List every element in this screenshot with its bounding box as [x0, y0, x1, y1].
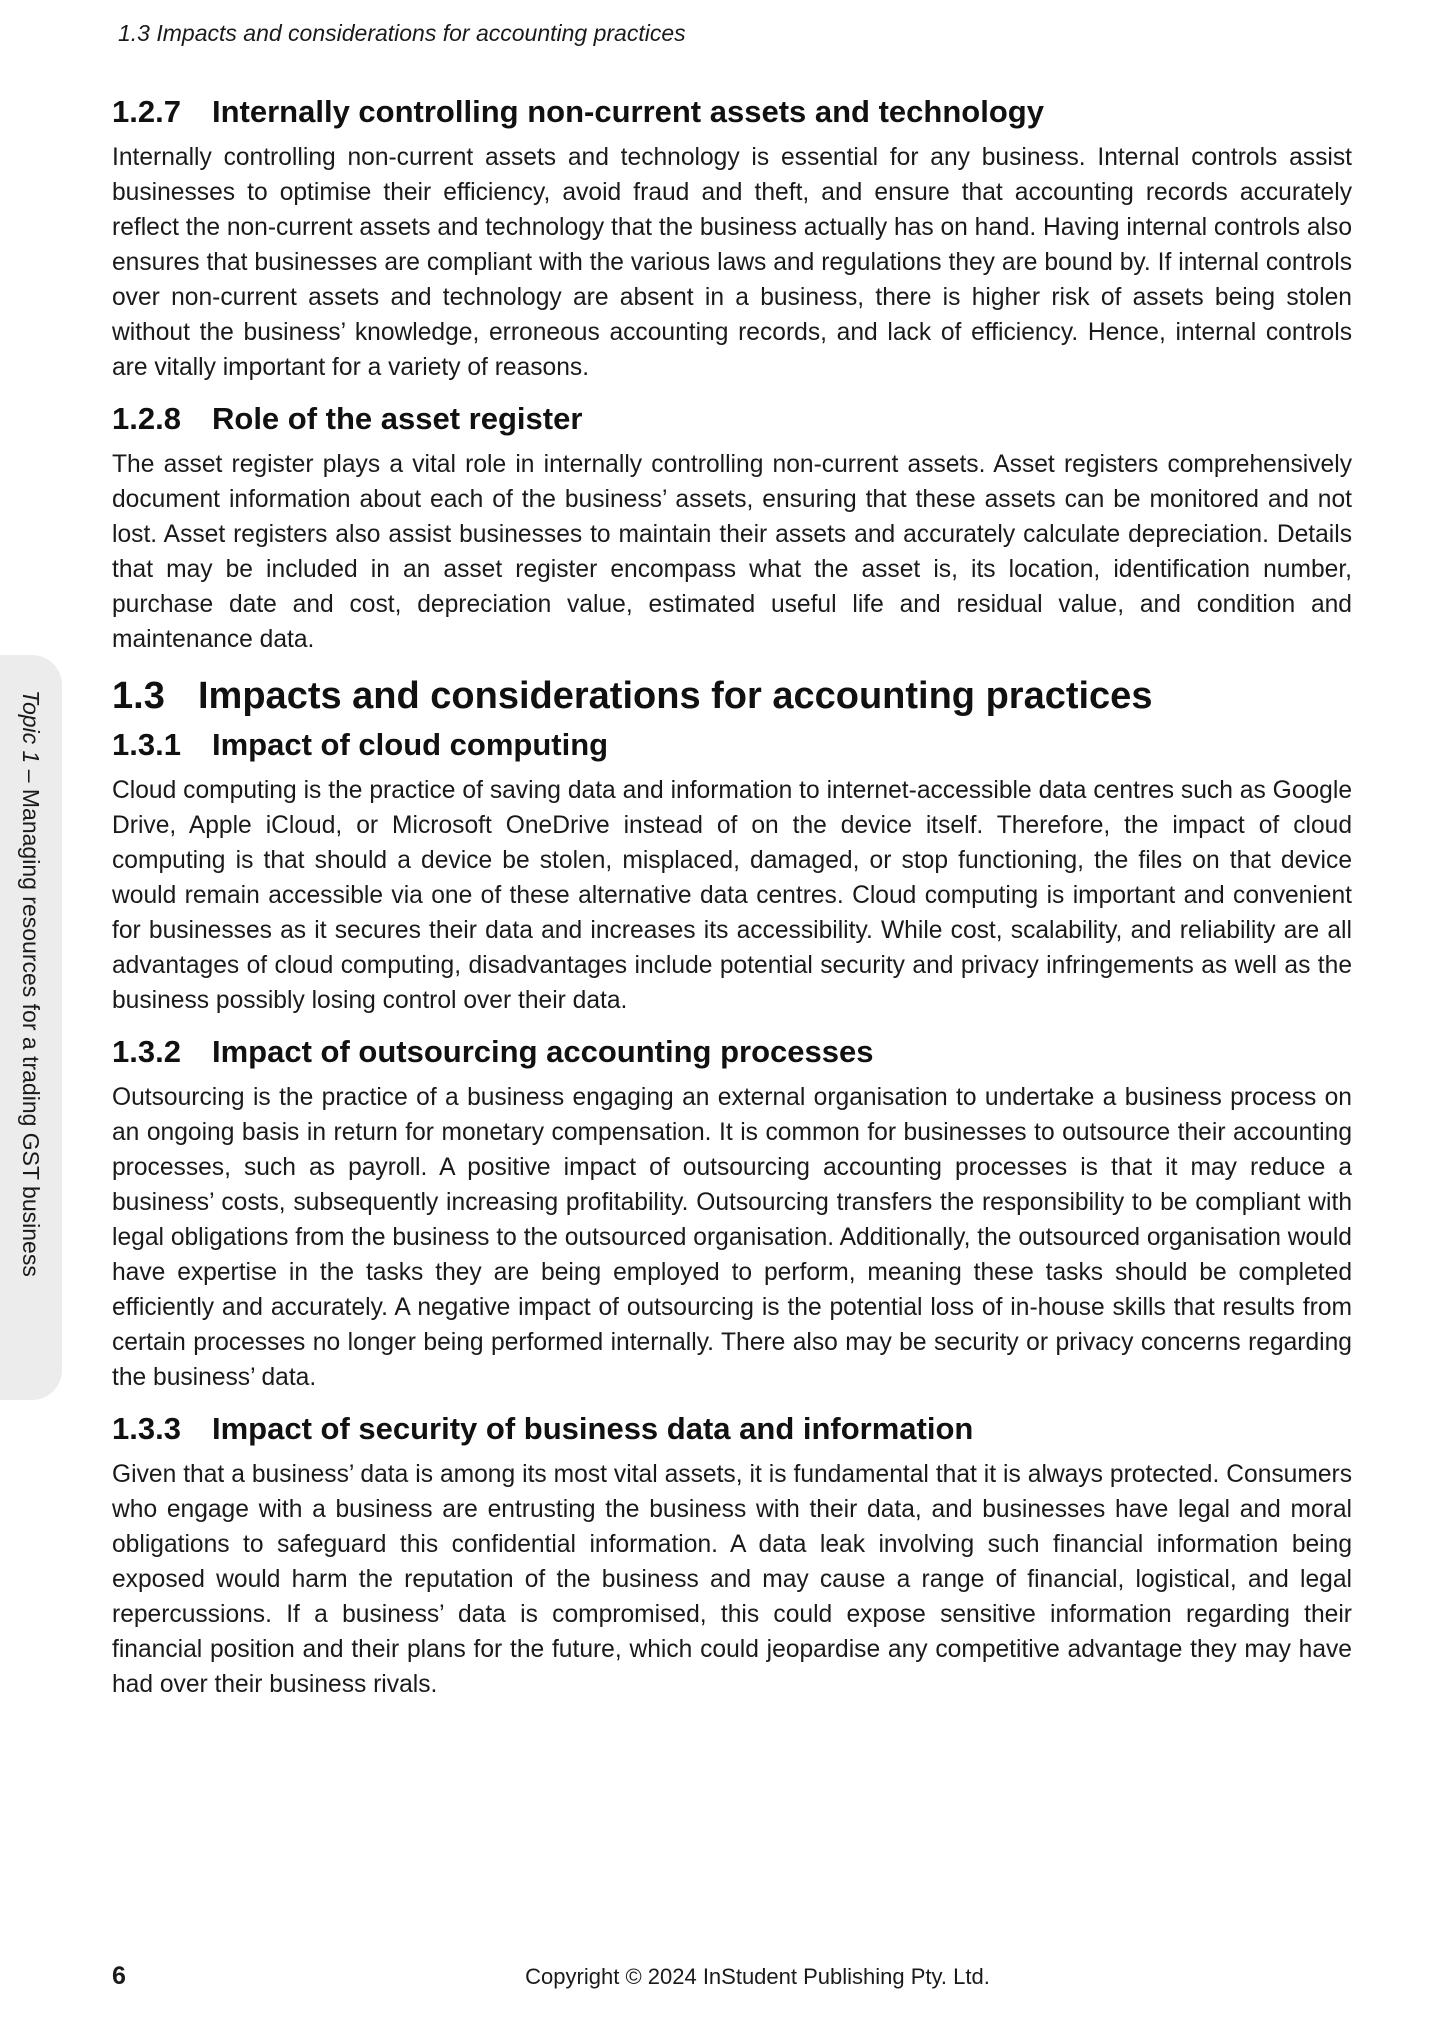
- section-heading: [112, 1409, 1352, 1449]
- section-title: Impact of outsourcing accounting processes: [212, 1034, 874, 1069]
- section-body: Outsourcing is the practice of a business engaging an external organisation to undertake a business process on an ongoing basis in return for monetary compensation. It is common for businesses to outsource their accounting processes, such as payroll. A positive impact of outsourcing accounting processes is that it may reduce a business’ costs, subsequently increasing profitability. Outsourcing transfers the responsibility to be compliant with legal obligations from the business to the outsourced organisation. Additionally, the outsourced organisation would have expertise in the tasks they are being employed to perform, meaning these tasks should be completed efficiently and accurately. A negative impact of outsourcing is the potential loss of in-house skills that results from certain processes no longer being performed internally. There also may be security or privacy concerns regarding the business’ data.: [112, 1084, 1352, 1391]
- section-heading: [112, 725, 1352, 765]
- section-number: 1.3.1: [112, 727, 181, 762]
- section-1-2-8: [112, 399, 1352, 657]
- section-number: 1.3.2: [112, 1034, 181, 1069]
- section-number: 1.2.8: [112, 401, 181, 436]
- copyright-notice: Copyright © 2024 InStudent Publishing Pty. Ltd.: [525, 1964, 990, 1989]
- side-tab-topic-number: Topic 1: [18, 690, 44, 764]
- section-1-3-3: [112, 1409, 1352, 1702]
- section-heading: [112, 399, 1352, 439]
- section-number: 1.3: [112, 675, 165, 717]
- section-title: Impacts and considerations for accounting practices: [198, 675, 1153, 717]
- section-body: The asset register plays a vital role in internally controlling non-current assets. Asset registers comprehensively document information about each of the business’ assets, ensuring that these assets can be monitored and not lost. Asset registers also assist businesses to maintain their assets and accurately calculate depreciation. Details that may be included in an asset register encompass what the asset is, its location, identification number, purchase date and cost, depreciation value, estimated useful life and residual value, and condition and maintenance data.: [112, 451, 1352, 653]
- section-1-3-2: [112, 1032, 1352, 1395]
- section-title: Role of the asset register: [212, 401, 583, 436]
- section-number: 1.2.7: [112, 94, 181, 129]
- side-tab-label: [13, 690, 49, 1370]
- side-tab-topic-title: – Managing resources for a trading GST business: [18, 763, 44, 1277]
- page-content: [112, 92, 1352, 1716]
- section-body: Internally controlling non-current assets and technology is essential for any business. Internal controls assist businesses to optimise their efficiency, avoid fraud and theft, and ensure that accounting records accurately reflect the non-current assets and technology that the business actually has on hand. Having internal controls also ensures that businesses are compliant with the various laws and regulations they are bound by. If internal controls over non-current assets and technology are absent in a business, there is higher risk of assets being stolen without the business’ knowledge, erroneous accounting records, and lack of efficiency. Hence, internal controls are vitally important for a variety of reasons.: [112, 144, 1352, 381]
- section-title: Internally controlling non-current assets and technology: [212, 94, 1044, 129]
- section-heading: [112, 1032, 1352, 1072]
- running-header: 1.3 Impacts and considerations for accounting practices: [118, 20, 686, 46]
- section-heading: [112, 92, 1352, 132]
- section-body: Cloud computing is the practice of saving data and information to internet-accessible data centres such as Google Drive, Apple iCloud, or Microsoft OneDrive instead of on the device itself. Therefore, the impact of cloud computing is that should a device be stolen, misplaced, damaged, or stop functioning, the files on that device would remain accessible via one of these alternative data centres. Cloud computing is important and convenient for businesses as it secures their data and increases its accessibility. While cost, scalability, and reliability are all advantages of cloud computing, disadvantages include potential security and privacy infringements as well as the business possibly losing control over their data.: [112, 777, 1352, 1014]
- page-number: 6: [112, 1962, 126, 1990]
- chapter-heading-1-3: [112, 671, 1352, 721]
- section-number: 1.3.3: [112, 1411, 181, 1446]
- section-1-3-1: [112, 725, 1352, 1018]
- section-body: Given that a business’ data is among its most vital assets, it is fundamental that it is always protected. Consumers who engage with a business are entrusting the business with their data, and businesses have legal and moral obligations to safeguard this confidential information. A data leak involving such financial information being exposed would harm the reputation of the business and may cause a range of financial, logistical, and legal repercussions. If a business’ data is compromised, this could expose sensitive information regarding their financial position and their plans for the future, which could jeopardise any competitive advantage they may have had over their business rivals.: [112, 1461, 1352, 1698]
- section-1-2-7: [112, 92, 1352, 385]
- section-title: Impact of security of business data and information: [212, 1411, 974, 1446]
- section-title: Impact of cloud computing: [212, 727, 609, 762]
